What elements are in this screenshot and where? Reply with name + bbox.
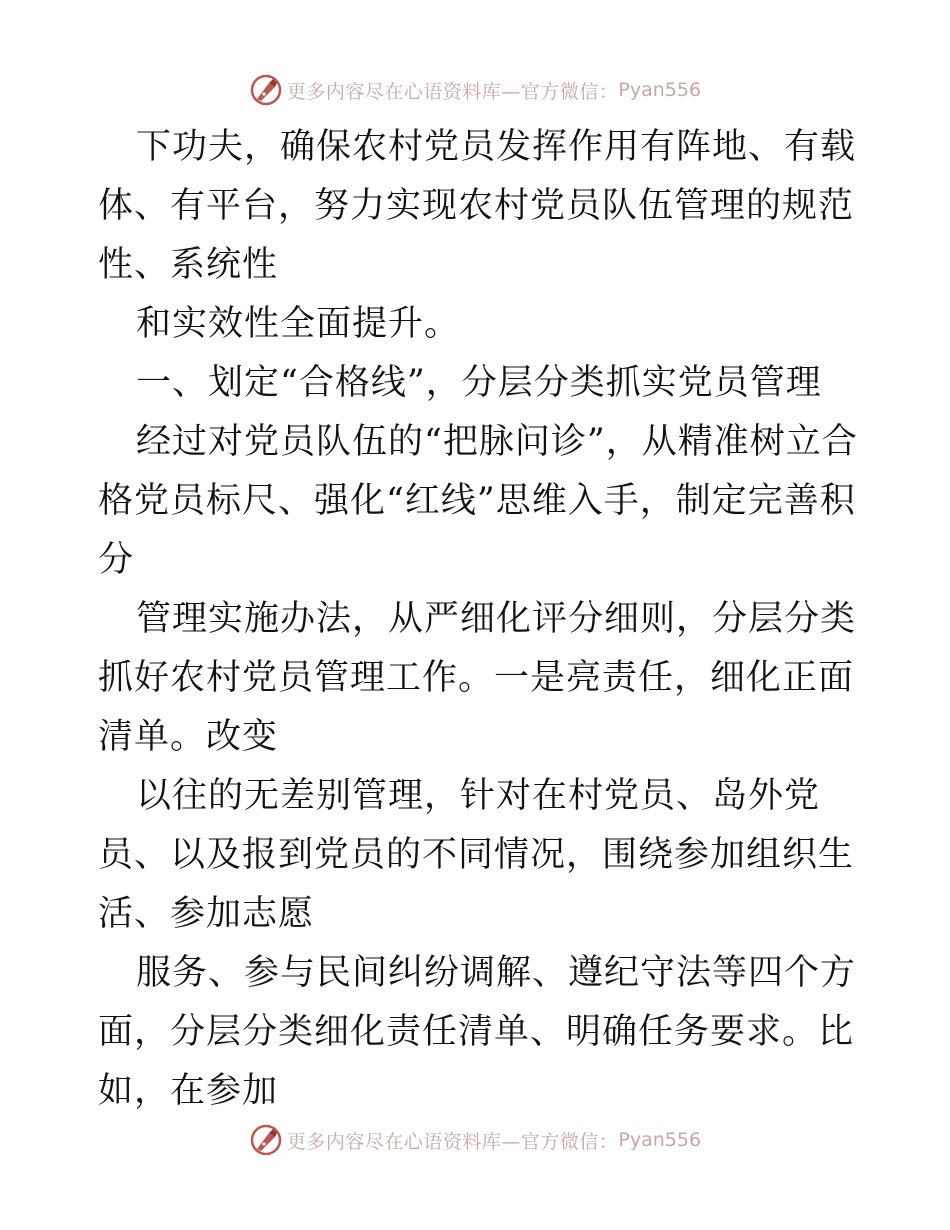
banner-site-text: 更多内容尽在心语资料库—官方微信：	[286, 80, 619, 103]
paragraph: 管理实施办法，从严细化评分细则，分层分类抓好农村党员管理工作。一是亮责任，细化正面清单。改变	[98, 599, 857, 757]
header-banner	[0, 70, 950, 110]
section-heading: 一、划定“合格线”，分层分类抓实党员管理	[136, 363, 822, 403]
banner-site-text: 更多内容尽在心语资料库—官方微信：	[286, 1130, 619, 1153]
paragraph: 下功夫，确保农村党员发挥作用有阵地、有载体、有平台，努力实现农村党员队伍管理的规范性、系统性	[98, 127, 857, 285]
paragraph: 以往的无差别管理，针对在村党员、岛外党员、以及报到党员的不同情况，围绕参加组织生活、参加志愿	[98, 776, 855, 934]
paragraph: 和实效性全面提升。	[136, 304, 461, 344]
pen-nib-logo-icon	[249, 1123, 283, 1157]
paragraph: 服务、参与民间纠纷调解、遵纪守法等四个方面，分层分类细化责任清单、明确任务要求。比如，在参加	[98, 953, 857, 1111]
document-body	[98, 118, 868, 1121]
banner-wechat-id: Pyan556	[618, 1129, 702, 1151]
pen-nib-logo-icon	[249, 73, 283, 107]
footer-banner	[0, 1120, 950, 1160]
banner-wechat-id: Pyan556	[618, 79, 702, 101]
paragraph: 经过对党员队伍的“把脉问诊”，从精准树立合格党员标尺、强化“红线”思维入手，制定完善积分	[98, 422, 858, 580]
